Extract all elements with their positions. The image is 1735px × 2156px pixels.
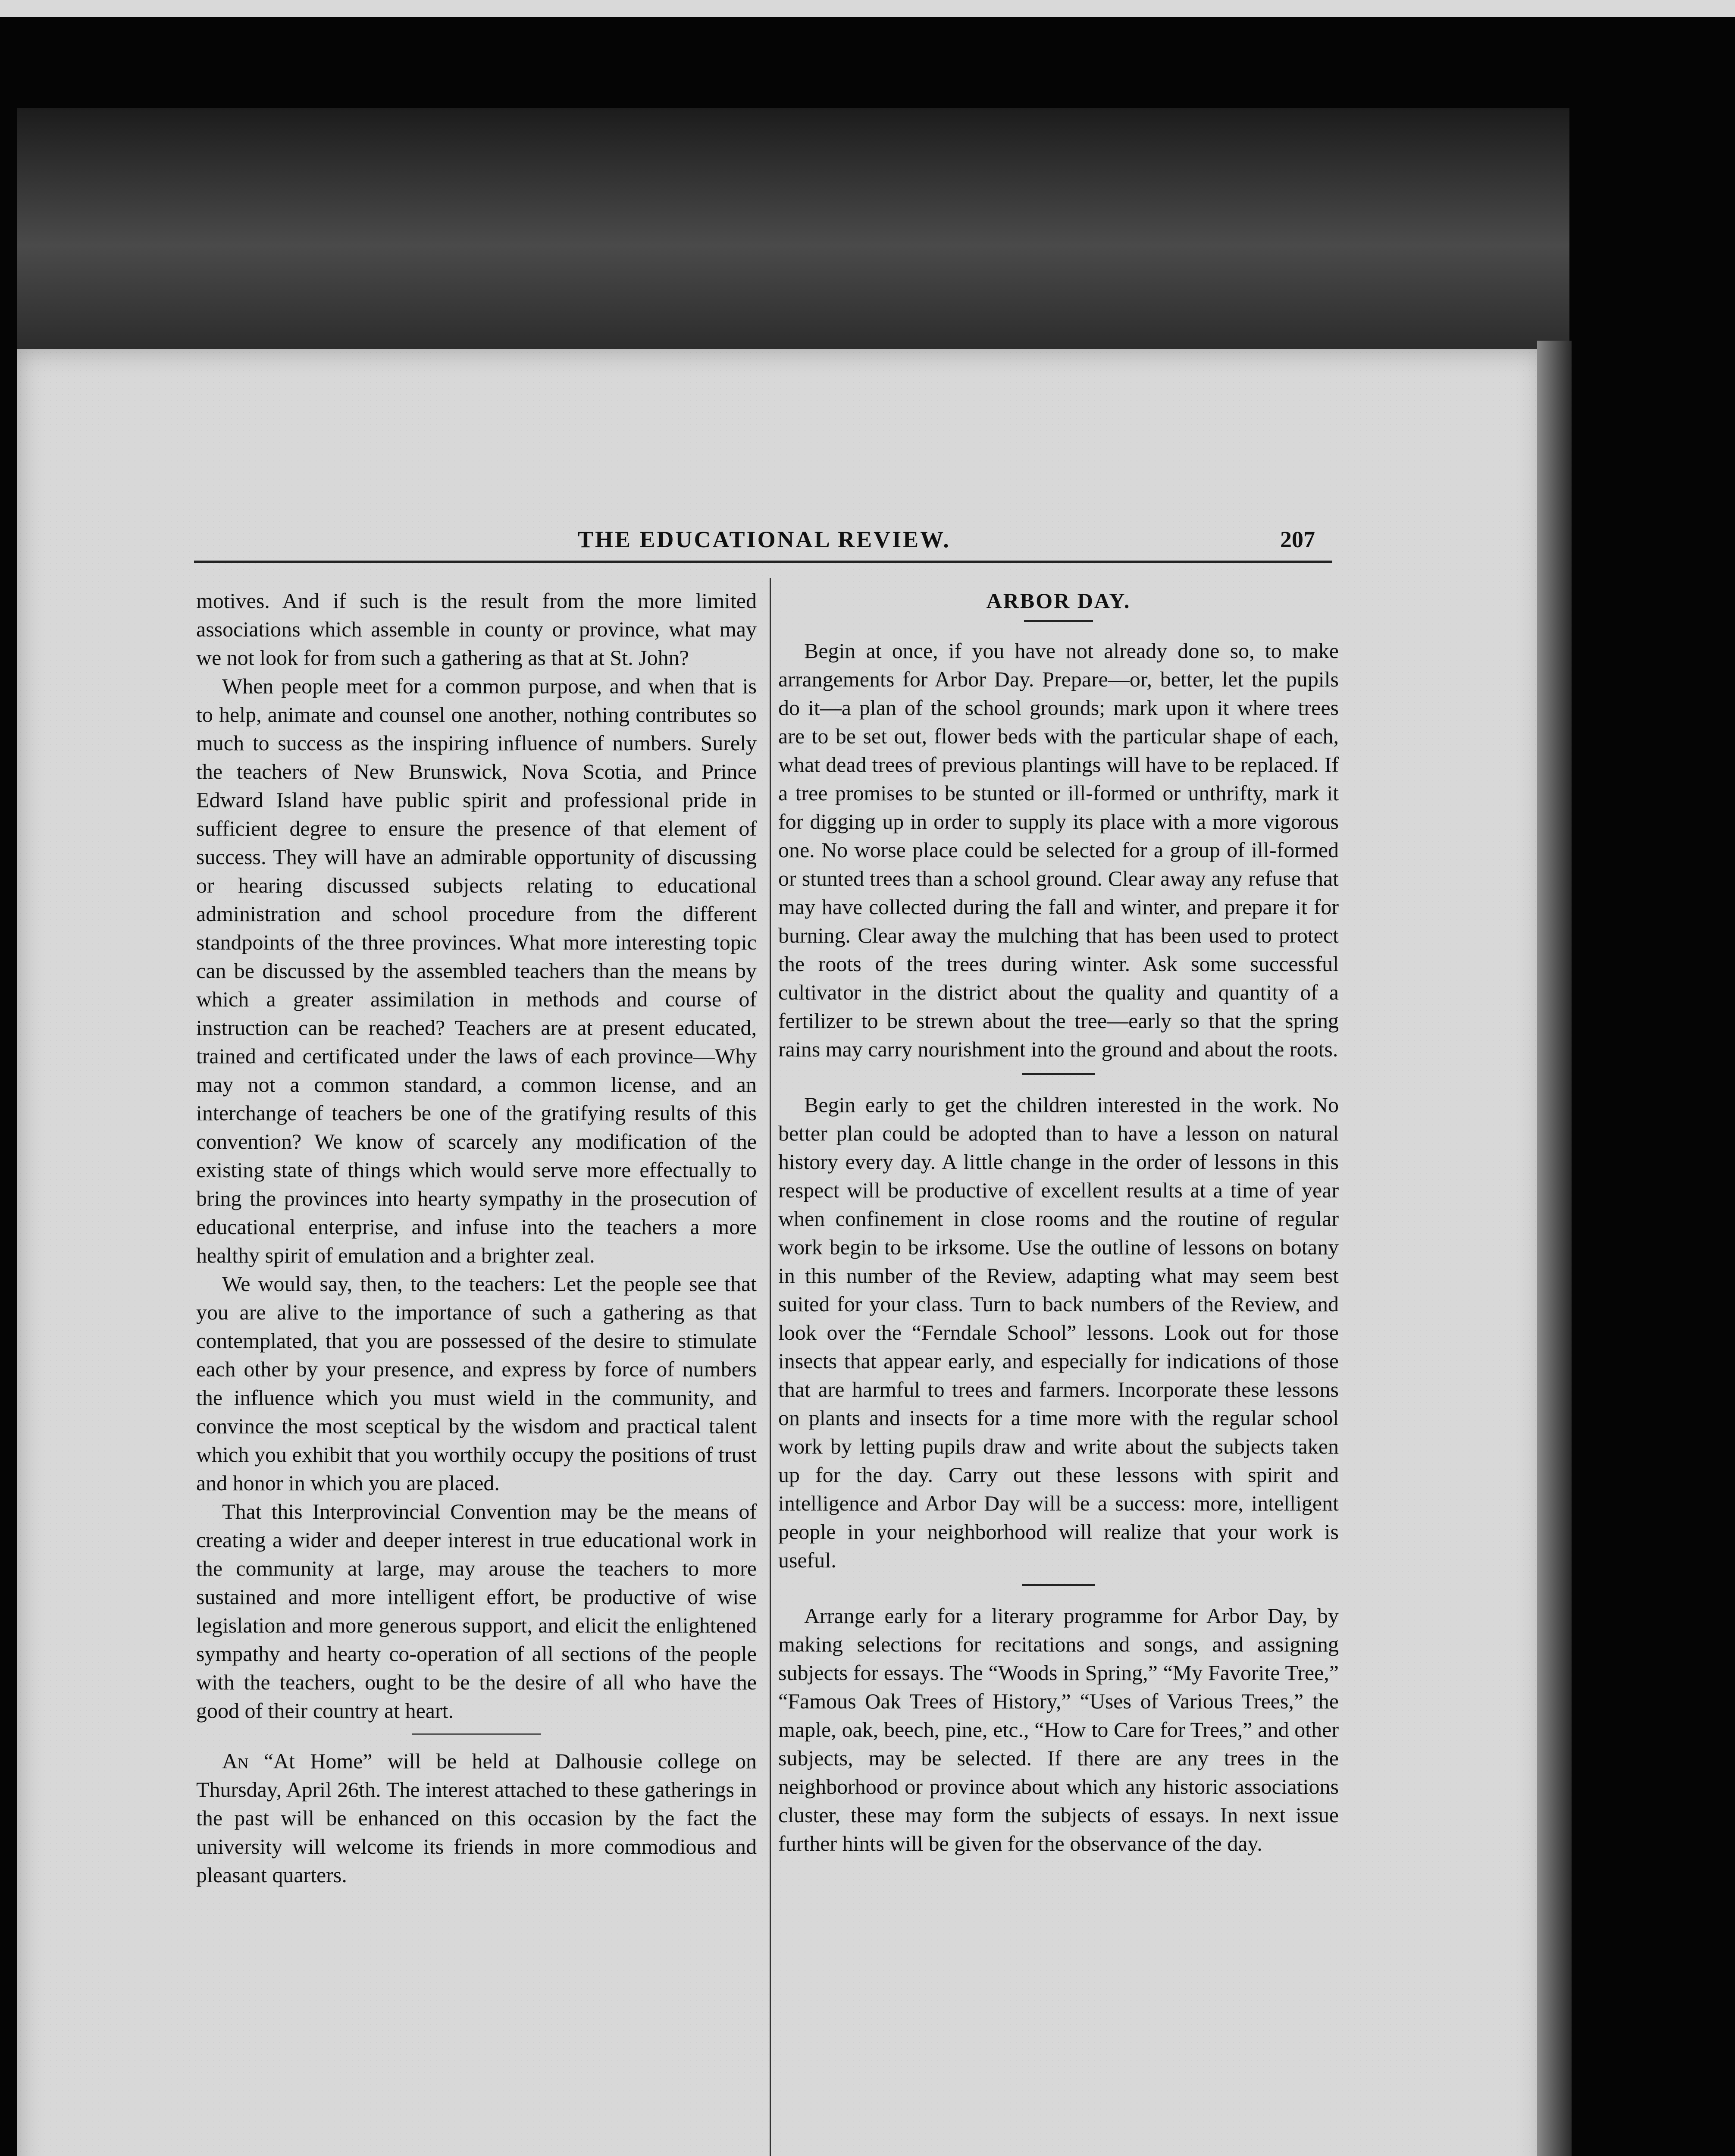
left-paragraph-1: motives. And if such is the result from the more limited associations which assemble in county or province, what may we not look for from such a gathering as that at St. John?	[196, 589, 757, 670]
right-separator-2	[1022, 1584, 1095, 1586]
left-paragraph-2: When people meet for a common purpose, and when that is to help, animate and counsel one another, nothing contributes so much to success as the inspiring influence of numbers. Surely the teachers of New Brunswick, Nova Scotia, and Prince Edward Island have public spirit and professional pride in sufficient degree to ensure the presence of that element of success. They will have an admirable opportunity of discussing or hearing discussed subjects relating to educational administration and school procedure from the different standpoints of the three provinces. What more interesting topic can be discussed by the assembled teachers than the means by which a greater assimilation in methods and course of instruction can be reached? Teachers are at present educated, trained and certificated under the laws of each province—Why may not a common standard, a common license, and an interchange of teachers be one of the gratifying results of this convention? We know of scarcely any modification of the existing state of things which would serve more effectually to bring the provinces into hearty sympathy in the prosecution of educational enterprise, and infuse into the teachers a more healthy spirit of emulation and a brighter zeal.	[196, 674, 757, 1267]
page-number: 207	[1280, 526, 1315, 552]
header-rule	[194, 561, 1332, 563]
notice-paragraph	[196, 1747, 757, 1889]
header-title: THE EDUCATIONAL REVIEW.	[578, 526, 951, 552]
right-paragraph-2: Begin early to get the children interested in the work. No better plan could be adopted than to have a lesson on natural history every day. A little change in the order of lessons in this respect will be productive of excellent results at a time of year when confinement in close rooms and the routine of regular work begin to be irksome. Use the outline of lessons on botany in this number of the Review, adapting what may seem best suited for your class. Turn to back numbers of the Review, and look over the “Ferndale School” lessons. Look out for those insects that appear early, and especially for indications of those that are harmful to trees and farmers. Incorporate these lessons on plants and insects for a time more with the regular school work by letting pupils draw and write about the subjects taken up for the day. Carry out these lessons with spirit and intelligence and Arbor Day will be a success: more, intelligent people in your neighborhood will realize that your work is useful.	[778, 1093, 1339, 1572]
page-spine-edge	[1537, 341, 1572, 2156]
scan-upper-margin	[17, 108, 1569, 358]
section-heading-arbor-day: ARBOR DAY.	[986, 589, 1131, 613]
right-paragraph-3: Arrange early for a literary programme for Arbor Day, by making selections for recitations and songs, and assigning subjects for essays. The “Woods in Spring,” “My Favorite Tree,” “Famous Oak Trees of History,” “Uses of Various Trees,” the maple, oak, beech, pine, etc., “How to Care for Trees,” and other subjects, may be selected. If there are any trees in the neighborhood or province about which any historic associations cluster, these may form the subjects of essays. In next issue further hints will be given for the observance of the day.	[778, 1604, 1339, 1855]
left-separator-rule	[412, 1733, 541, 1735]
notice-text: “At Home” will be held at Dalhousie college on Thursday, April 26th. The interest attached to these gatherings in the past will be enhanced on this occasion by the fact the university will welcome its friends in more commodious and pleasant quarters.	[196, 1749, 757, 1887]
column-divider	[770, 578, 771, 2156]
film-top-edge	[0, 0, 1735, 17]
right-separator-1	[1022, 1073, 1095, 1075]
left-paragraph-4: That this Interprovincial Convention may be the means of creating a wider and deeper interest in true educational work in the community at large, may arouse the teachers to more sustained and more intelligent effort, be productive of wise legislation and more generous support, and elicit the enlightened sympathy and hearty co-operation of all sections of the people with the teachers, ought to be the desire of all who have the good of their country at heart.	[196, 1499, 757, 1723]
left-paragraph-3: We would say, then, to the teachers: Let the people see that you are alive to the importance of such a gathering as that contemplated, that you are possessed of the desire to stimulate each other by your presence, and express by force of numbers the influence which you must wield in the community, and convince the most sceptical by the wisdom and practical talent which you exhibit that you worthily occupy the positions of trust and honor in which you are placed.	[196, 1272, 757, 1495]
left-column	[196, 586, 757, 1889]
right-paragraph-1: Begin at once, if you have not already done so, to make arrangements for Arbor Day. Prepare—or, better, let the pupils do it—a plan of the school grounds; mark upon it where trees are to be set out, flower beds with the particular shape of each, what dead trees of previous plantings will have to be replaced. If a tree promises to be stunted or ill-formed or unthrifty, mark it for digging up in order to supply its place with a more vigorous one. No worse place could be selected for a group of ill-formed or stunted trees than a school ground. Clear away any refuse that may have collected during the fall and winter, and prepare it for burning. Clear away the mulching that has been used to protect the roots of the trees during winter. Ask some successful cultivator in the district about the quality and quantity of a fertilizer to be strewn about the tree—early so that the spring rains may carry nourishment into the ground and about the roots.	[778, 639, 1339, 1061]
running-header	[203, 524, 1332, 563]
heading-underline	[1024, 620, 1093, 622]
right-column	[778, 586, 1339, 1858]
notice-lead: An	[222, 1749, 249, 1773]
